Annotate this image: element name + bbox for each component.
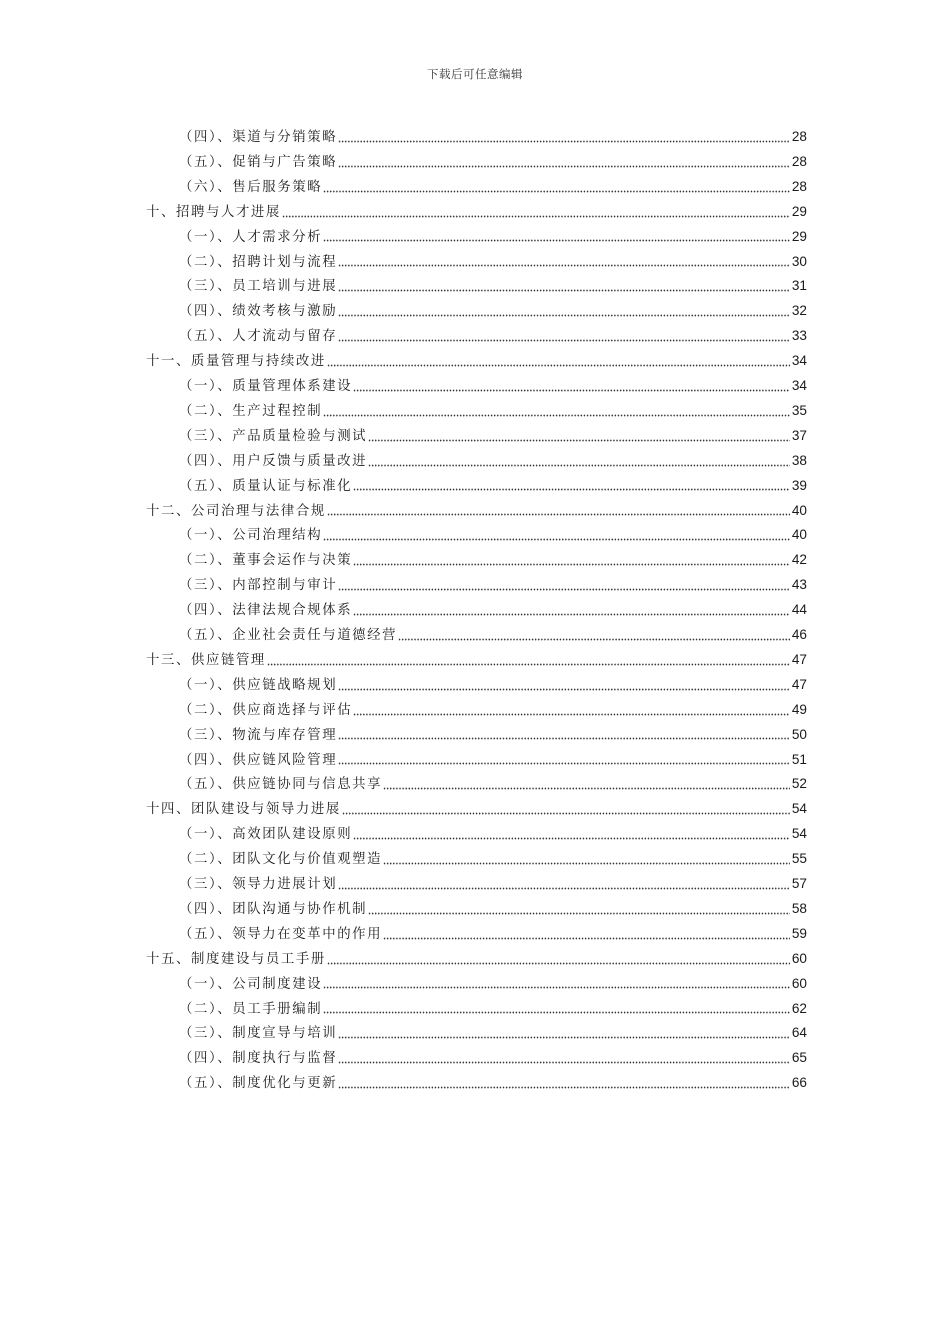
toc-page-number: 34	[791, 378, 807, 393]
toc-dot-leader	[368, 905, 790, 915]
toc-dot-leader	[338, 257, 790, 267]
toc-section-entry[interactable]	[179, 548, 807, 573]
toc-page-number: 31	[791, 278, 807, 294]
toc-entry-title: （五）、领导力在变革中的作用	[179, 926, 383, 942]
toc-entry-title: （三）、员工培训与进展	[179, 279, 338, 295]
toc-chapter-entry[interactable]	[146, 947, 807, 972]
toc-entry-title: 十二、公司治理与法律合规	[146, 503, 326, 519]
toc-chapter-entry[interactable]	[146, 797, 807, 822]
toc-entry-title: （一）、人才需求分析	[179, 229, 323, 245]
toc-entry-title: （三）、领导力进展计划	[179, 877, 338, 892]
toc-section-entry[interactable]	[179, 772, 807, 797]
toc-entry-title: （五）、制度优化与更新	[179, 1076, 338, 1092]
toc-page-number: 62	[791, 1000, 807, 1016]
toc-dot-leader	[327, 357, 790, 367]
toc-entry-title: （四）、团队沟通与协作机制	[179, 901, 368, 917]
toc-dot-leader	[342, 805, 790, 815]
toc-section-entry[interactable]	[179, 150, 807, 175]
toc-dot-leader	[353, 830, 790, 840]
toc-dot-leader	[323, 979, 790, 989]
toc-chapter-entry[interactable]	[146, 349, 807, 374]
toc-page-number: 60	[791, 950, 807, 966]
toc-section-entry[interactable]	[179, 1021, 807, 1046]
toc-entry-title: （四）、供应链风险管理	[179, 752, 338, 768]
toc-dot-leader	[323, 407, 790, 417]
toc-dot-leader	[338, 880, 790, 890]
toc-page-number: 40	[791, 527, 807, 543]
toc-entry-title: （五）、供应链协同与信息共享	[179, 777, 383, 793]
toc-dot-leader	[338, 1054, 790, 1064]
toc-entry-title: （六）、售后服务策略	[179, 179, 323, 195]
toc-entry-title: （一）、供应链战略规划	[179, 677, 338, 693]
toc-section-entry[interactable]	[179, 1071, 807, 1096]
toc-dot-leader	[323, 1004, 790, 1014]
toc-dot-leader	[353, 556, 790, 566]
toc-section-entry[interactable]	[179, 822, 807, 847]
toc-section-entry[interactable]	[179, 225, 807, 250]
toc-section-entry[interactable]	[179, 623, 807, 648]
toc-page-number: 46	[791, 627, 807, 642]
toc-section-entry[interactable]	[179, 573, 807, 598]
toc-dot-leader	[338, 755, 790, 765]
toc-entry-title: （二）、招聘计划与流程	[179, 254, 338, 270]
toc-page-number: 50	[791, 726, 807, 742]
toc-dot-leader	[323, 183, 790, 193]
toc-entry-title: 十五、制度建设与员工手册	[146, 951, 326, 967]
toc-page-number: 28	[791, 178, 807, 194]
toc-chapter-entry[interactable]	[146, 499, 807, 524]
toc-page-number: 35	[791, 402, 807, 418]
toc-page-number: 40	[791, 502, 807, 518]
toc-dot-leader	[323, 232, 790, 242]
toc-entry-title: （五）、人才流动与留存	[179, 329, 338, 345]
toc-page-number: 47	[791, 651, 807, 667]
toc-entry-title: （四）、渠道与分销策略	[179, 130, 338, 145]
toc-entry-title: （五）、促销与广告策略	[179, 154, 338, 170]
toc-entry-title: 十三、供应链管理	[146, 652, 266, 668]
toc-dot-leader	[353, 606, 790, 616]
toc-dot-leader	[383, 780, 790, 790]
toc-section-entry[interactable]	[179, 748, 807, 773]
toc-dot-leader	[282, 208, 790, 218]
toc-page-number: 30	[791, 253, 807, 269]
toc-entry-title: （一）、质量管理体系建设	[179, 379, 353, 394]
toc-page-number: 39	[791, 477, 807, 493]
toc-dot-leader	[368, 432, 790, 442]
toc-page-number: 32	[791, 303, 807, 319]
toc-entry-title: 十一、质量管理与持续改进	[146, 354, 326, 370]
toc-dot-leader	[338, 307, 790, 317]
page-header: 下载后可任意编辑	[427, 67, 523, 81]
toc-section-entry[interactable]	[179, 424, 807, 449]
toc-entry-title: （三）、制度宣导与培训	[179, 1026, 338, 1042]
toc-entry-title: （三）、内部控制与审计	[179, 578, 338, 594]
toc-section-entry[interactable]	[179, 698, 807, 723]
toc-page-number: 43	[791, 577, 807, 593]
toc-chapter-entry[interactable]	[146, 200, 807, 225]
toc-entry-title: （二）、生产过程控制	[179, 403, 323, 419]
toc-dot-leader	[353, 382, 790, 392]
toc-page-number: 37	[791, 427, 807, 443]
toc-page-number: 34	[791, 353, 807, 369]
toc-section-entry[interactable]	[179, 324, 807, 349]
toc-page-number: 29	[791, 203, 807, 219]
toc-page-number: 55	[791, 851, 807, 867]
toc-dot-leader	[383, 855, 790, 865]
toc-section-entry[interactable]	[179, 523, 807, 548]
toc-dot-leader	[383, 930, 790, 940]
toc-entry-title: 十、招聘与人才进展	[146, 204, 281, 220]
toc-page-number: 38	[791, 452, 807, 468]
toc-page-number: 29	[791, 228, 807, 244]
toc-entry-title: （四）、制度执行与监督	[179, 1051, 338, 1067]
toc-dot-leader	[353, 481, 790, 491]
toc-entry-title: （一）、高效团队建设原则	[179, 827, 353, 843]
toc-section-entry[interactable]	[179, 399, 807, 424]
toc-section-entry[interactable]	[179, 274, 807, 299]
toc-page-number: 52	[791, 776, 807, 792]
toc-section-entry[interactable]	[179, 374, 807, 399]
toc-page-number: 51	[791, 751, 807, 767]
toc-page-number: 54	[791, 801, 807, 817]
toc-dot-leader	[353, 706, 790, 716]
toc-entry-title: （一）、公司制度建设	[179, 976, 323, 992]
toc-dot-leader	[338, 332, 790, 342]
toc-dot-leader	[338, 1029, 790, 1039]
toc-page-number: 60	[791, 975, 807, 991]
toc-entry-title: （四）、绩效考核与激励	[179, 304, 338, 320]
toc-entry-title: 十四、团队建设与领导力进展	[146, 802, 341, 818]
toc-dot-leader	[338, 282, 790, 292]
toc-page-number: 44	[791, 602, 807, 618]
toc-section-entry[interactable]	[179, 474, 807, 499]
toc-page-number: 28	[791, 129, 807, 144]
toc-page-number: 42	[791, 552, 807, 568]
toc-page-number: 54	[791, 826, 807, 842]
toc-section-entry[interactable]	[179, 723, 807, 748]
toc-page-number: 28	[791, 153, 807, 169]
toc-section-entry[interactable]	[179, 175, 807, 200]
toc-section-entry[interactable]	[179, 250, 807, 275]
toc-page-number: 65	[791, 1050, 807, 1066]
toc-page-number: 59	[791, 925, 807, 941]
toc-entry-title: （二）、供应商选择与评估	[179, 702, 353, 718]
toc-dot-leader	[398, 631, 790, 641]
toc-page-number: 58	[791, 900, 807, 916]
toc-section-entry[interactable]	[179, 125, 807, 150]
toc-entry-title: （二）、董事会运作与决策	[179, 553, 353, 569]
toc-dot-leader	[338, 158, 790, 168]
toc-section-entry[interactable]	[179, 997, 807, 1022]
toc-section-entry[interactable]	[179, 1046, 807, 1071]
toc-section-entry[interactable]	[179, 673, 807, 698]
toc-section-entry[interactable]	[179, 847, 807, 872]
toc-entry-title: （三）、物流与库存管理	[179, 727, 338, 743]
toc-page-number: 47	[791, 676, 807, 692]
toc-dot-leader	[338, 133, 790, 143]
toc-page-number: 49	[791, 701, 807, 717]
toc-page-number: 57	[791, 876, 807, 891]
toc-dot-leader	[338, 681, 790, 691]
toc-section-entry[interactable]	[179, 972, 807, 997]
toc-dot-leader	[327, 506, 790, 516]
toc-entry-title: （四）、法律法规合规体系	[179, 603, 353, 619]
toc-dot-leader	[267, 656, 790, 666]
toc-page-number: 64	[791, 1025, 807, 1041]
toc-dot-leader	[327, 955, 790, 965]
toc-entry-title: （三）、产品质量检验与测试	[179, 428, 368, 444]
toc-section-entry[interactable]	[179, 299, 807, 324]
toc-dot-leader	[338, 1079, 790, 1089]
toc-entry-title: （二）、团队文化与价值观塑造	[179, 852, 383, 868]
toc-page-number: 66	[791, 1075, 807, 1091]
toc-entry-title: （二）、员工手册编制	[179, 1001, 323, 1017]
toc-section-entry[interactable]	[179, 897, 807, 922]
toc-section-entry[interactable]	[179, 922, 807, 947]
toc-entry-title: （四）、用户反馈与质量改进	[179, 453, 368, 469]
toc-section-entry[interactable]	[179, 598, 807, 623]
toc-dot-leader	[368, 457, 790, 467]
toc-dot-leader	[323, 531, 790, 541]
toc-entry-title: （五）、企业社会责任与道德经营	[179, 628, 398, 643]
toc-entry-title: （五）、质量认证与标准化	[179, 478, 353, 494]
toc-entry-title: （一）、公司治理结构	[179, 528, 323, 544]
toc-section-entry[interactable]	[179, 872, 807, 897]
toc-dot-leader	[338, 730, 790, 740]
toc-page-number: 33	[791, 328, 807, 344]
toc-section-entry[interactable]	[179, 449, 807, 474]
toc-chapter-entry[interactable]	[146, 648, 807, 673]
toc-dot-leader	[338, 581, 790, 591]
